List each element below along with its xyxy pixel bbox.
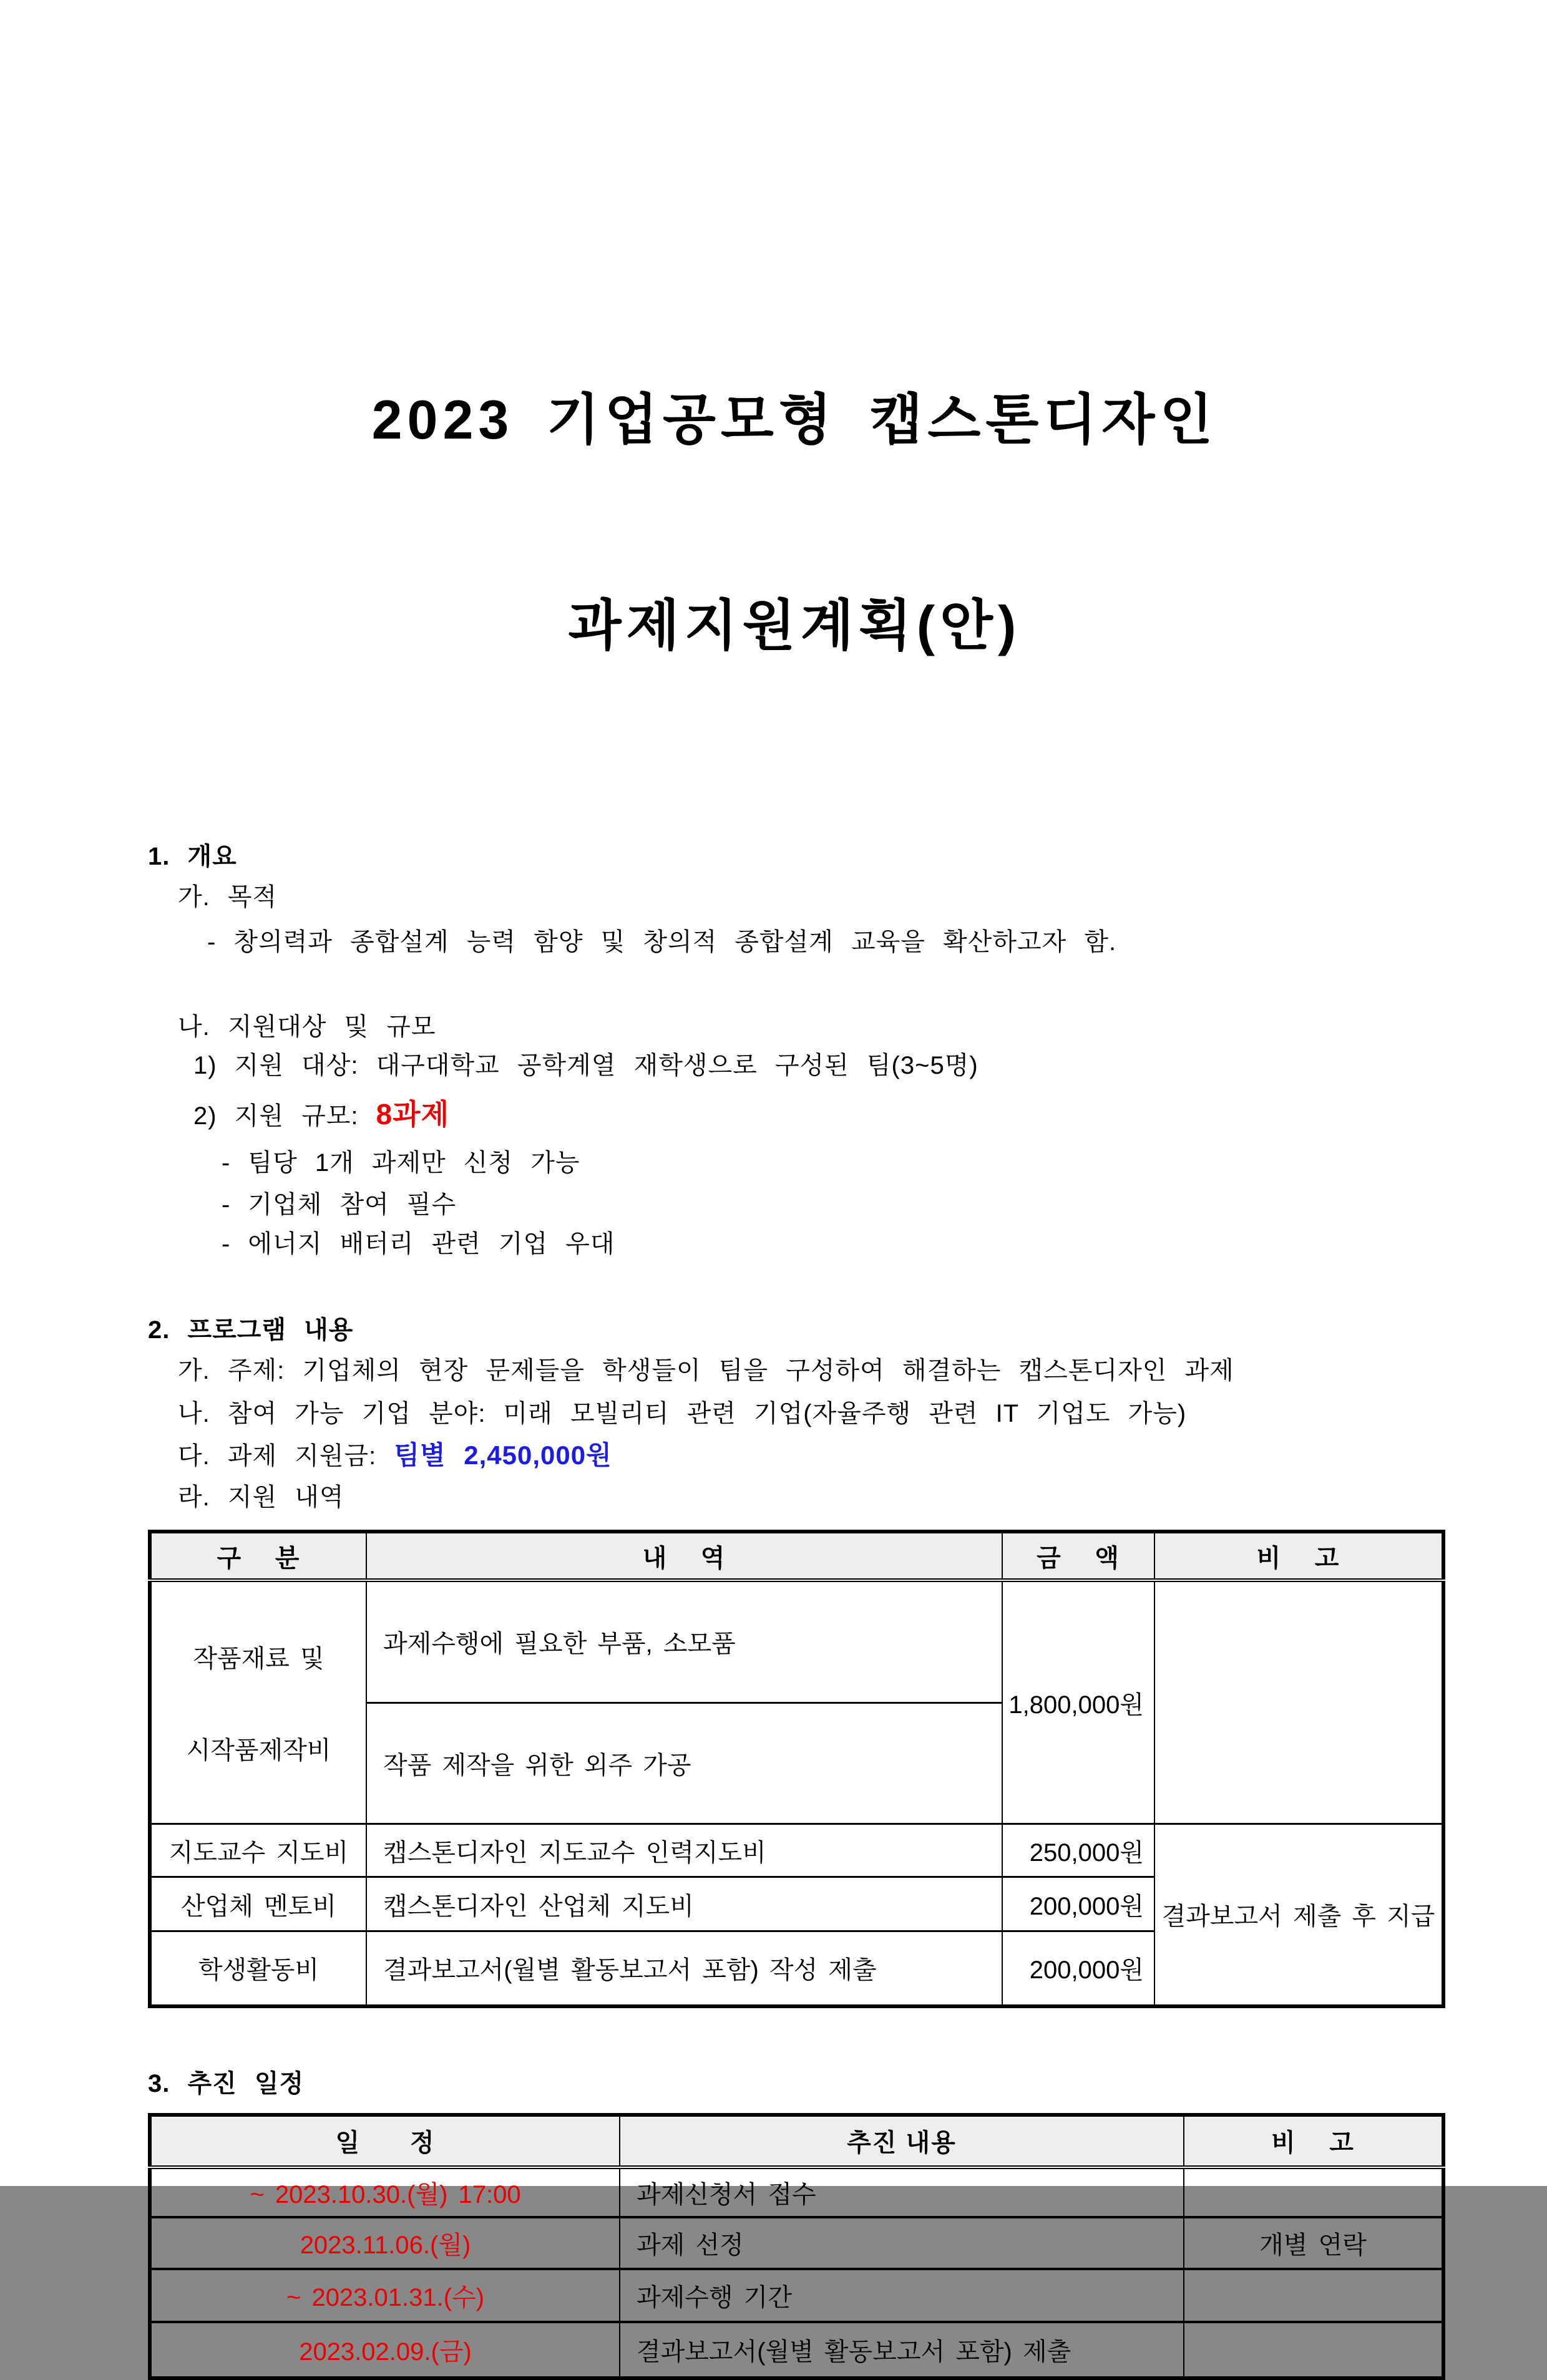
support-header-amount: 금 액 xyxy=(1002,1532,1154,1580)
schedule-selection-content: 과제 선정 xyxy=(620,2217,1184,2269)
schedule-row-report xyxy=(150,2322,1443,2378)
section1-scale-value-highlight: 8과제 xyxy=(376,1098,450,1130)
document-title xyxy=(148,248,1442,797)
support-row-materials-parts xyxy=(150,1580,1443,1702)
schedule-report-content: 결과보고서(월별 활동보고서 포함) 제출 xyxy=(620,2322,1184,2378)
support-materials-amount: 1,800,000원 xyxy=(1002,1580,1154,1824)
schedule-selection-date: 2023.11.06.(월) xyxy=(150,2217,620,2269)
schedule-row-execution xyxy=(150,2269,1443,2322)
schedule-row-application xyxy=(150,2167,1443,2217)
section2-detail-label: 라. 지원 내역 xyxy=(178,1484,344,1511)
schedule-report-note xyxy=(1184,2322,1443,2378)
section1-bullet-one-project: - 팀당 1개 과제만 신청 가능 xyxy=(222,1149,580,1177)
support-student-category: 학생활동비 xyxy=(150,1931,366,2006)
support-merged-note: 결과보고서 제출 후 지급 xyxy=(1154,1824,1443,2006)
section1-target-item: 1) 지원 대상: 대구대학교 공학계열 재학생으로 구성된 팀(3~5명) xyxy=(193,1052,978,1079)
section2-grant-line xyxy=(148,1440,1442,1471)
schedule-selection-note: 개별 연락 xyxy=(1184,2217,1443,2269)
support-professor-detail: 캡스톤디자인 지도교수 인력지도비 xyxy=(366,1824,1002,1877)
support-materials-category-line1: 작품재료 및 xyxy=(193,1645,325,1673)
schedule-row-selection xyxy=(150,2217,1443,2269)
section2-grant-value-highlight: 팀별 2,450,000원 xyxy=(394,1440,612,1470)
section1-bullet-energy-battery: - 에너지 배터리 관련 기업 우대 xyxy=(222,1230,615,1258)
support-student-detail: 결과보고서(월별 활동보고서 포함) 작성 제출 xyxy=(366,1931,1002,2006)
support-table-header-row xyxy=(150,1532,1443,1580)
section2-heading: 2. 프로그램 내용 xyxy=(148,1316,354,1344)
support-mentor-amount: 200,000원 xyxy=(1002,1877,1154,1931)
document-title-line2: 과제지원계획(안) xyxy=(568,595,1022,656)
support-materials-detail-outsourcing: 작품 제작을 위한 외주 가공 xyxy=(366,1702,1002,1824)
section3-heading: 3. 추진 일정 xyxy=(148,2069,305,2097)
support-professor-category: 지도교수 지도비 xyxy=(150,1824,366,1877)
section1-heading: 1. 개요 xyxy=(148,843,237,870)
support-row-professor xyxy=(150,1824,1443,1877)
schedule-execution-date: ~ 2023.01.31.(수) xyxy=(150,2269,620,2322)
section2-subject-item: 가. 주제: 기업체의 현장 문제들을 학생들이 팀을 구성하여 해결하는 캡스톤디자인 과제 xyxy=(178,1357,1234,1384)
support-materials-detail-parts: 과제수행에 필요한 부품, 소모품 xyxy=(366,1580,1002,1702)
support-header-detail: 내 역 xyxy=(366,1532,1002,1580)
support-header-category: 구 분 xyxy=(150,1532,366,1580)
section2-company-item: 나. 참여 가능 기업 분야: 미래 모빌리티 관련 기업(자율주행 관련 IT 기업도 가능) xyxy=(178,1400,1187,1427)
schedule-header-content: 추진 내용 xyxy=(620,2115,1184,2167)
section1-target-label: 나. 지원대상 및 규모 xyxy=(178,1013,436,1041)
support-materials-category xyxy=(150,1580,366,1824)
support-materials-category-line2: 시작품제작비 xyxy=(186,1737,331,1764)
schedule-application-note xyxy=(1184,2167,1443,2217)
schedule-header-date: 일 정 xyxy=(150,2115,620,2167)
schedule-report-date: 2023.02.09.(금) xyxy=(150,2322,620,2378)
support-materials-note-empty xyxy=(1154,1580,1443,1824)
schedule-header-note: 비 고 xyxy=(1184,2115,1443,2167)
section1-scale-line xyxy=(148,1099,1442,1131)
schedule-execution-note xyxy=(1184,2269,1443,2322)
support-mentor-category: 산업체 멘토비 xyxy=(150,1877,366,1931)
document-title-line1: 2023 기업공모형 캡스톤디자인 xyxy=(371,389,1218,450)
schedule-application-content: 과제신청서 접수 xyxy=(620,2167,1184,2217)
schedule-table-header-row xyxy=(150,2115,1443,2167)
support-professor-amount: 250,000원 xyxy=(1002,1824,1154,1877)
support-mentor-detail: 캡스톤디자인 산업체 지도비 xyxy=(366,1877,1002,1931)
section1-purpose-label: 가. 목적 xyxy=(178,883,278,911)
schedule-execution-content: 과제수행 기간 xyxy=(620,2269,1184,2322)
section1-purpose-detail: - 창의력과 종합설계 능력 함양 및 창의적 종합설계 교육을 확산하고자 함. xyxy=(207,928,1117,956)
schedule-application-date: ~ 2023.10.30.(월) 17:00 xyxy=(150,2167,620,2217)
support-student-amount: 200,000원 xyxy=(1002,1931,1154,2006)
section1-bullet-company-required: - 기업체 참여 필수 xyxy=(222,1191,457,1218)
support-header-note: 비 고 xyxy=(1154,1532,1443,1580)
section2-grant-label: 다. 과제 지원금: xyxy=(178,1442,394,1470)
section1-scale-label: 2) 지원 규모: xyxy=(193,1102,376,1130)
support-table xyxy=(148,1530,1445,2008)
schedule-table xyxy=(148,2113,1445,2380)
